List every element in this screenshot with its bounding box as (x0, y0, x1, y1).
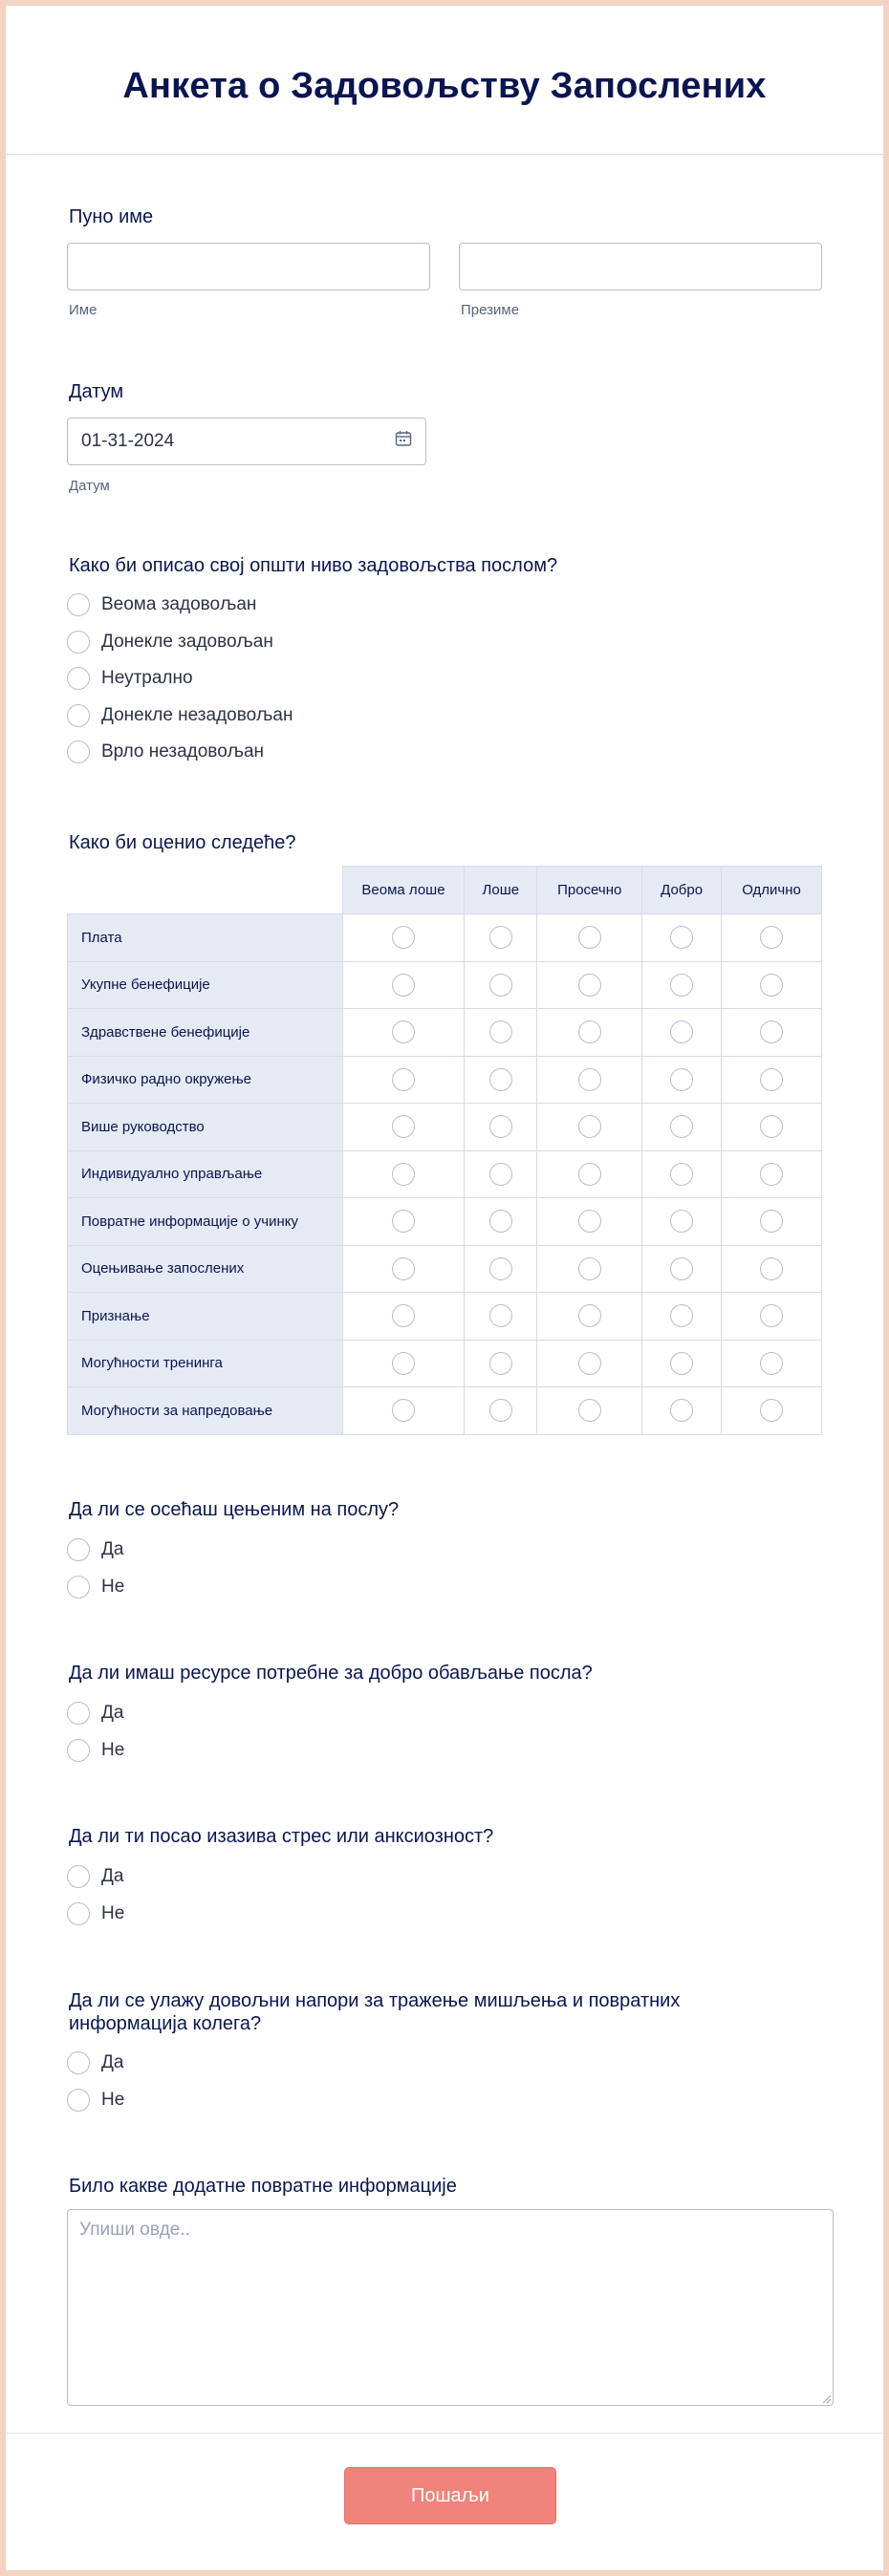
matrix-cell[interactable] (722, 914, 822, 962)
matrix-question: Како би оценио следеће? (69, 832, 296, 853)
matrix-radio-button[interactable] (578, 1352, 601, 1375)
last-name-input[interactable] (459, 243, 822, 290)
matrix-radio-button[interactable] (489, 926, 512, 949)
matrix-row-label: Повратне информације о учинку (68, 1198, 343, 1246)
matrix-radio-button[interactable] (392, 1020, 415, 1043)
radio-button[interactable] (67, 704, 90, 727)
matrix-cell[interactable] (342, 1387, 465, 1435)
matrix-row (68, 1150, 822, 1198)
matrix-radio-button[interactable] (392, 1352, 415, 1375)
matrix-radio-button[interactable] (578, 1304, 601, 1327)
radio-button[interactable] (67, 1702, 90, 1725)
matrix-row (68, 1009, 822, 1057)
matrix-row (68, 1387, 822, 1435)
matrix-radio-button[interactable] (392, 1399, 415, 1422)
date-input[interactable] (67, 418, 426, 465)
matrix-radio-button[interactable] (489, 1163, 512, 1186)
matrix-cell[interactable] (642, 1104, 722, 1151)
matrix-cell[interactable] (465, 1340, 537, 1387)
form-card (6, 6, 883, 2570)
matrix-radio-button[interactable] (760, 1163, 783, 1186)
stress-options (67, 1862, 124, 1928)
matrix-cell[interactable] (465, 914, 537, 962)
feedback-question-line2: информација колега? (69, 2013, 262, 2034)
satisfaction-option[interactable]: Донекле незадовољан (67, 701, 293, 730)
matrix-row (68, 1056, 822, 1104)
matrix-cell[interactable] (537, 1245, 642, 1293)
matrix-cell[interactable] (722, 1104, 822, 1151)
form-title: Анкета о Задовољству Запослених (122, 66, 767, 106)
matrix-cell[interactable] (642, 1198, 722, 1246)
matrix-cell[interactable] (537, 1340, 642, 1387)
last-name-sublabel: Презиме (461, 302, 520, 318)
matrix-radio-button[interactable] (670, 1020, 693, 1043)
stress-option-no[interactable]: Не (67, 1900, 124, 1928)
matrix-radio-button[interactable] (670, 926, 693, 949)
satisfaction-options (67, 590, 293, 766)
matrix-cell[interactable] (342, 1340, 465, 1387)
matrix-radio-button[interactable] (670, 1257, 693, 1280)
matrix-cell[interactable] (722, 1009, 822, 1057)
matrix-row-label: Могућности за напредовање (68, 1387, 343, 1435)
matrix-cell[interactable] (642, 1009, 722, 1057)
resize-handle-icon[interactable] (820, 2393, 832, 2404)
stress-question: Да ли ти посао изазива стрес или анксиозност? (69, 1826, 494, 1847)
matrix-cell[interactable] (722, 1340, 822, 1387)
matrix-radio-button[interactable] (760, 974, 783, 997)
matrix-cell[interactable] (642, 1387, 722, 1435)
matrix-cell[interactable] (642, 1245, 722, 1293)
matrix-row (68, 961, 822, 1009)
matrix-cell[interactable] (342, 961, 465, 1009)
matrix-radio-button[interactable] (760, 1210, 783, 1233)
matrix-radio-button[interactable] (578, 1115, 601, 1138)
resources-question: Да ли имаш ресурсе потребне за добро обављање посла? (69, 1663, 593, 1684)
feedback-option-yes[interactable]: Да (67, 2049, 124, 2077)
valued-question: Да ли се осећаш цењеним на послу? (69, 1499, 400, 1520)
matrix-cell[interactable] (642, 1150, 722, 1198)
matrix-cell[interactable] (642, 1293, 722, 1341)
matrix-row (68, 1104, 822, 1151)
radio-button[interactable] (67, 667, 90, 690)
matrix-cell[interactable] (465, 1056, 537, 1104)
matrix-radio-button[interactable] (760, 926, 783, 949)
matrix-cell[interactable] (722, 1387, 822, 1435)
radio-button[interactable] (67, 1902, 90, 1925)
matrix-radio-button[interactable] (670, 1210, 693, 1233)
matrix-column-header: Просечно (537, 867, 642, 914)
matrix-cell[interactable] (465, 961, 537, 1009)
matrix-radio-button[interactable] (760, 1020, 783, 1043)
full-name-label: Пуно име (69, 206, 154, 227)
matrix-radio-button[interactable] (489, 1352, 512, 1375)
matrix-radio-button[interactable] (578, 1163, 601, 1186)
matrix-cell[interactable] (342, 1293, 465, 1341)
resources-options (67, 1699, 124, 1765)
matrix-cell[interactable] (342, 1056, 465, 1104)
matrix-cell[interactable] (342, 914, 465, 962)
matrix-radio-button[interactable] (578, 1210, 601, 1233)
footer-divider (6, 2433, 883, 2434)
matrix-cell[interactable] (342, 1198, 465, 1246)
matrix-cell[interactable] (722, 1245, 822, 1293)
matrix-radio-button[interactable] (670, 1399, 693, 1422)
matrix-radio-button[interactable] (670, 1304, 693, 1327)
matrix-radio-button[interactable] (489, 1304, 512, 1327)
matrix-cell[interactable] (465, 1387, 537, 1435)
submit-button[interactable]: Пошаљи (344, 2467, 556, 2524)
satisfaction-question: Како би описао свој општи ниво задовољства послом? (69, 555, 558, 576)
matrix-cell[interactable] (537, 1009, 642, 1057)
radio-button[interactable] (67, 1865, 90, 1888)
matrix-radio-button[interactable] (578, 1020, 601, 1043)
matrix-cell[interactable] (537, 1056, 642, 1104)
valued-option-yes[interactable]: Да (67, 1535, 124, 1564)
matrix-cell[interactable] (722, 1293, 822, 1341)
matrix-cell[interactable] (342, 1150, 465, 1198)
additional-feedback-textarea[interactable] (67, 2209, 834, 2406)
matrix-radio-button[interactable] (670, 1163, 693, 1186)
radio-button[interactable] (67, 1739, 90, 1762)
matrix-row-label: Физичко радно окружење (68, 1056, 343, 1104)
radio-button[interactable] (67, 741, 90, 763)
matrix-radio-button[interactable] (760, 1352, 783, 1375)
rating-matrix (67, 866, 822, 1435)
matrix-cell[interactable] (642, 961, 722, 1009)
matrix-header-row (68, 867, 822, 914)
matrix-corner (68, 867, 343, 914)
valued-options (67, 1535, 124, 1601)
matrix-radio-button[interactable] (489, 1210, 512, 1233)
matrix-cell[interactable] (465, 1009, 537, 1057)
matrix-radio-button[interactable] (392, 1068, 415, 1091)
matrix-radio-button[interactable] (392, 1115, 415, 1138)
additional-feedback-label: Било какве додатне повратне информације (69, 2176, 457, 2197)
stress-option-yes[interactable]: Да (67, 1862, 124, 1891)
matrix-radio-button[interactable] (578, 926, 601, 949)
matrix-radio-button[interactable] (578, 1068, 601, 1091)
matrix-cell[interactable] (642, 914, 722, 962)
matrix-cell[interactable] (342, 1104, 465, 1151)
matrix-radio-button[interactable] (670, 974, 693, 997)
matrix-column-header: Одлично (722, 867, 822, 914)
date-value: 01-31-2024 (81, 431, 175, 451)
matrix-radio-button[interactable] (670, 1115, 693, 1138)
matrix-cell[interactable] (342, 1245, 465, 1293)
matrix-radio-button[interactable] (489, 974, 512, 997)
first-name-input[interactable] (67, 243, 430, 290)
matrix-column-header: Веома лоше (342, 867, 465, 914)
matrix-radio-button[interactable] (392, 1163, 415, 1186)
matrix-radio-button[interactable] (760, 1304, 783, 1327)
matrix-radio-button[interactable] (578, 1399, 601, 1422)
matrix-row (68, 1198, 822, 1246)
satisfaction-option[interactable]: Неутрално (67, 664, 293, 693)
satisfaction-option[interactable]: Веома задовољан (67, 590, 293, 619)
matrix-radio-button[interactable] (670, 1068, 693, 1091)
matrix-row-label: Индивидуално управљање (68, 1150, 343, 1198)
matrix-cell[interactable] (465, 1150, 537, 1198)
matrix-radio-button[interactable] (760, 1068, 783, 1091)
matrix-radio-button[interactable] (760, 1399, 783, 1422)
matrix-cell[interactable] (537, 1387, 642, 1435)
satisfaction-option[interactable]: Донекле задовољан (67, 628, 293, 656)
matrix-cell[interactable] (465, 1198, 537, 1246)
matrix-radio-button[interactable] (760, 1257, 783, 1280)
radio-button[interactable] (67, 2051, 90, 2074)
matrix-column-header: Лоше (465, 867, 537, 914)
matrix-row-label: Признање (68, 1293, 343, 1341)
feedback-options (67, 2049, 124, 2114)
matrix-radio-button[interactable] (489, 1399, 512, 1422)
resources-option-yes[interactable]: Да (67, 1699, 124, 1728)
feedback-option-no[interactable]: Не (67, 2086, 124, 2114)
radio-button[interactable] (67, 1538, 90, 1561)
matrix-row-label: Више руководство (68, 1104, 343, 1151)
first-name-sublabel: Име (69, 302, 98, 318)
matrix-cell[interactable] (642, 1340, 722, 1387)
valued-option-no[interactable]: Не (67, 1573, 124, 1601)
date-sublabel: Датум (69, 478, 110, 494)
matrix-row-label: Могућности тренинга (68, 1340, 343, 1387)
resources-option-no[interactable]: Не (67, 1736, 124, 1765)
matrix-cell[interactable] (722, 1198, 822, 1246)
radio-button[interactable] (67, 2089, 90, 2112)
matrix-cell[interactable] (537, 1150, 642, 1198)
matrix-radio-button[interactable] (578, 974, 601, 997)
matrix-radio-button[interactable] (392, 1210, 415, 1233)
satisfaction-option[interactable]: Врло незадовољан (67, 738, 293, 766)
matrix-row-label: Здравствене бенефиције (68, 1009, 343, 1057)
matrix-cell[interactable] (342, 1009, 465, 1057)
matrix-cell[interactable] (465, 1245, 537, 1293)
matrix-row-label: Укупне бенефиције (68, 961, 343, 1009)
matrix-column-header: Добро (642, 867, 722, 914)
matrix-cell[interactable] (465, 1104, 537, 1151)
matrix-row (68, 914, 822, 962)
feedback-question-line1: Да ли се улажу довољни напори за тражење мишљења и повратних (69, 1990, 681, 2011)
matrix-cell[interactable] (642, 1056, 722, 1104)
radio-button[interactable] (67, 1576, 90, 1599)
matrix-cell[interactable] (537, 1293, 642, 1341)
form-header (6, 6, 883, 155)
matrix-radio-button[interactable] (489, 1068, 512, 1091)
matrix-row (68, 1340, 822, 1387)
date-label: Датум (69, 381, 124, 402)
matrix-radio-button[interactable] (489, 1257, 512, 1280)
radio-button[interactable] (67, 631, 90, 654)
matrix-radio-button[interactable] (392, 974, 415, 997)
matrix-cell[interactable] (537, 914, 642, 962)
calendar-icon[interactable] (395, 430, 412, 453)
matrix-cell[interactable] (537, 1198, 642, 1246)
matrix-radio-button[interactable] (489, 1115, 512, 1138)
matrix-radio-button[interactable] (392, 1257, 415, 1280)
radio-button[interactable] (67, 593, 90, 616)
matrix-radio-button[interactable] (578, 1257, 601, 1280)
matrix-radio-button[interactable] (489, 1020, 512, 1043)
matrix-cell[interactable] (537, 961, 642, 1009)
matrix-row (68, 1245, 822, 1293)
matrix-cell[interactable] (722, 1150, 822, 1198)
matrix-radio-button[interactable] (392, 926, 415, 949)
matrix-radio-button[interactable] (392, 1304, 415, 1327)
feedback-question (69, 1989, 680, 2035)
matrix-radio-button[interactable] (760, 1115, 783, 1138)
matrix-cell[interactable] (537, 1104, 642, 1151)
matrix-cell[interactable] (722, 1056, 822, 1104)
matrix-row (68, 1293, 822, 1341)
matrix-cell[interactable] (465, 1293, 537, 1341)
matrix-radio-button[interactable] (670, 1352, 693, 1375)
matrix-row-label: Плата (68, 914, 343, 962)
matrix-cell[interactable] (722, 961, 822, 1009)
matrix-row-label: Оцењивање запослених (68, 1245, 343, 1293)
